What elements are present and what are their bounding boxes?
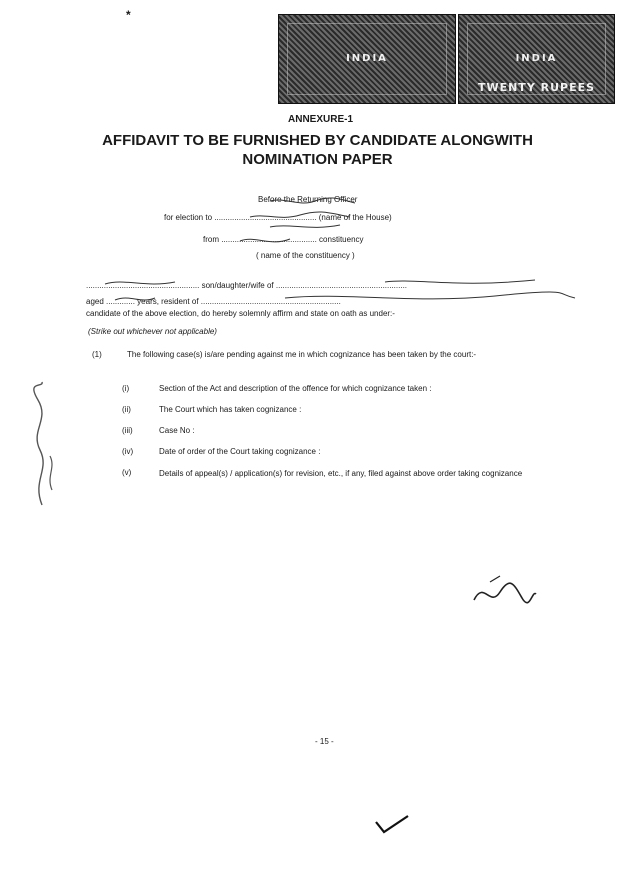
from-suffix: constituency: [319, 235, 364, 244]
subitem-text: The Court which has taken cognizance :: [159, 405, 302, 414]
subitem-number: (i): [122, 384, 130, 393]
subitem-text: Date of order of the Court taking cognizance :: [159, 447, 321, 456]
page-number: - 15 -: [315, 737, 334, 746]
subitem-number: (iv): [122, 447, 134, 456]
from-prefix: from: [203, 235, 219, 244]
strike-note: (Strike out whichever not applicable): [88, 327, 217, 336]
revenue-stamps: [278, 14, 613, 106]
item-1-number: (1): [92, 350, 102, 359]
subitem-number: (iii): [122, 426, 133, 435]
oath-statement: candidate of the above election, do hereby solemnly affirm and state on oath as under:-: [86, 309, 395, 318]
residence-label: years, resident of: [137, 297, 199, 306]
annexure-label: ANNEXURE-1: [288, 114, 354, 125]
election-prefix: for election to: [164, 213, 213, 222]
constituency-note: ( name of the constituency ): [256, 251, 355, 260]
tick-mark: [372, 812, 412, 836]
stamp-left: [278, 14, 456, 104]
stamp-right-label: INDIA: [515, 53, 558, 64]
stamp-right: [458, 14, 615, 104]
age-residence-line: aged ............. years, resident of ...............................................................: [86, 297, 341, 306]
deponent-signature: [470, 570, 540, 610]
handwritten-details: [85, 276, 585, 308]
returning-officer-heading: Before the Returning Officer: [258, 195, 358, 204]
stamp-left-label: INDIA: [346, 53, 388, 64]
margin-scribble: [22, 380, 62, 510]
election-line: for election to .............................................. (name of the House): [164, 213, 392, 222]
subitem-number: (ii): [122, 405, 131, 414]
document-title-line2: NOMINATION PAPER: [242, 151, 393, 168]
stamp-value: TWENTY RUPEES: [477, 81, 596, 94]
election-suffix: (name of the House): [318, 213, 392, 222]
handwritten-entries: [230, 195, 420, 255]
corner-mark: *: [126, 8, 131, 22]
constituency-line: from ........................................... constituency: [203, 235, 364, 244]
subitem-text: Case No :: [159, 426, 195, 435]
aged-label: aged: [86, 297, 104, 306]
subitem-text: Section of the Act and description of the offence for which cognizance taken :: [159, 384, 432, 393]
subitem-text: Details of appeal(s) / application(s) for revision, etc., if any, filed against above order taking cognizance: [159, 469, 523, 478]
subitem-number: (v): [122, 468, 132, 477]
deponent-name-line: ................................................... son/daughter/wife of ...........................................................: [86, 281, 408, 290]
item-1-text: The following case(s) is/are pending against me in which cognizance has been taken by the court:-: [127, 350, 477, 359]
relation-label: son/daughter/wife of: [201, 281, 274, 290]
document-title-line1: AFFIDAVIT TO BE FURNISHED BY CANDIDATE ALONGWITH: [102, 132, 533, 149]
